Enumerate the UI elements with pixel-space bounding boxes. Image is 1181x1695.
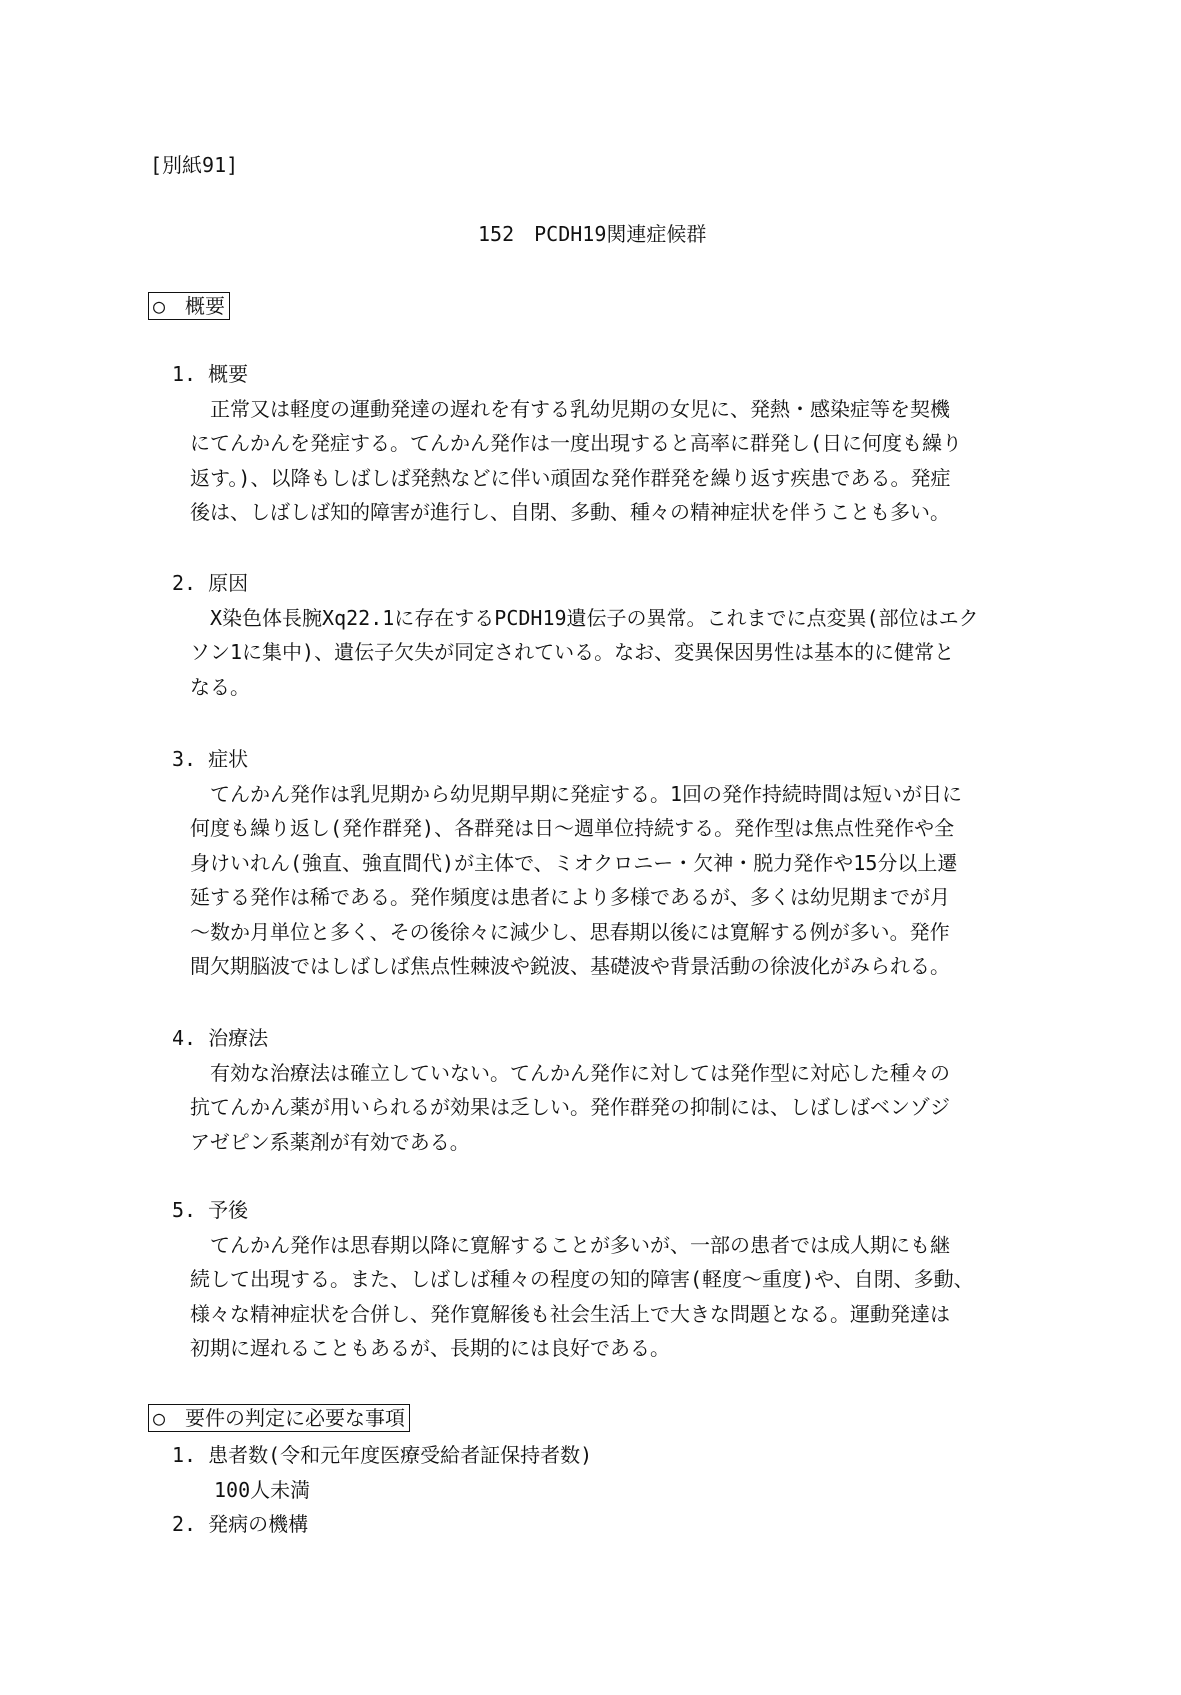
text-line: 100人未満 [214, 1477, 311, 1502]
text-line: 抗てんかん薬が用いられるが効果は乏しい。発作群発の抑制には、しばしばベンゾジ [190, 1095, 950, 1119]
text-line: なる。 [190, 674, 250, 699]
text-line: 続して出現する。また、しばしば種々の程度の知的障害(軽度～重度)や、自閉、多動、 [190, 1267, 974, 1291]
section-body [190, 392, 962, 530]
section-body [190, 1228, 974, 1366]
section-heading: 1. 概要 [172, 362, 249, 386]
text-line: 身けいれん(強直、強直間代)が主体で、ミオクロニー・欠神・脱力発作や15分以上遷 [190, 850, 958, 875]
text-line: ソン1に集中)、遺伝子欠失が同定されている。なお、変異保因男性は基本的に健常と [190, 640, 955, 664]
text-line: X染色体長腕Xq22.1に存在するPCDH19遺伝子の異常。これまでに点変異(部位はエク [190, 605, 979, 630]
text-line: 後は、しばしば知的障害が進行し、自閉、多動、種々の精神症状を伴うことも多い。 [190, 500, 950, 524]
section-box-requirements: ○ 要件の判定に必要な事項 [148, 1404, 410, 1432]
section-heading: 1. 患者数(令和元年度医療受給者証保持者数) [172, 1443, 593, 1467]
text-line: 初期に遅れることもあるが、長期的には良好である。 [190, 1336, 670, 1360]
section-body [190, 777, 962, 984]
text-line: にてんかんを発症する。てんかん発作は一度出現すると高率に群発し(日に何度も繰り [190, 431, 963, 455]
section-heading: 2. 原因 [172, 571, 249, 595]
text-line: アゼピン系薬剤が有効である。 [190, 1129, 470, 1154]
section-heading: 5. 予後 [172, 1198, 249, 1222]
text-line: 延する発作は稀である。発作頻度は患者により多様であるが、多くは幼児期までが月 [190, 885, 950, 909]
text-line: 有効な治療法は確立していない。てんかん発作に対しては発作型に対応した種々の [190, 1060, 950, 1085]
page-title: 152 PCDH19関連症候群 [478, 222, 707, 246]
text-line: 返す。)、以降もしばしば発熱などに伴い頑固な発作群発を繰り返す疾患である。発症 [190, 465, 951, 490]
text-line: 何度も繰り返し(発作群発)、各群発は日～週単位持続する。発作型は焦点性発作や全 [190, 816, 955, 840]
text-line: 正常又は軽度の運動発達の遅れを有する乳幼児期の女児に、発熱・感染症等を契機 [190, 396, 950, 421]
attachment-label: [別紙91] [150, 153, 239, 177]
text-line: ～数か月単位と多く、その後徐々に減少し、思春期以後には寛解する例が多い。発作 [190, 919, 950, 944]
text-line: 様々な精神症状を合併し、発作寛解後も社会生活上で大きな問題となる。運動発達は [190, 1301, 950, 1326]
section-heading: 3. 症状 [172, 747, 249, 771]
section-box-overview: ○ 概要 [148, 292, 230, 320]
text-line: てんかん発作は思春期以降に寛解することが多いが、一部の患者では成人期にも継 [190, 1232, 950, 1257]
section-body [190, 601, 979, 705]
text-line: 間欠期脳波ではしばしば焦点性棘波や鋭波、基礎波や背景活動の徐波化がみられる。 [190, 954, 950, 978]
text-line: てんかん発作は乳児期から幼児期早期に発症する。1回の発作持続時間は短いが日に [190, 781, 963, 806]
section-heading: 2. 発病の機構 [172, 1512, 309, 1536]
section-heading: 4. 治療法 [172, 1026, 269, 1050]
section-body [214, 1473, 310, 1508]
section-body [190, 1056, 950, 1160]
